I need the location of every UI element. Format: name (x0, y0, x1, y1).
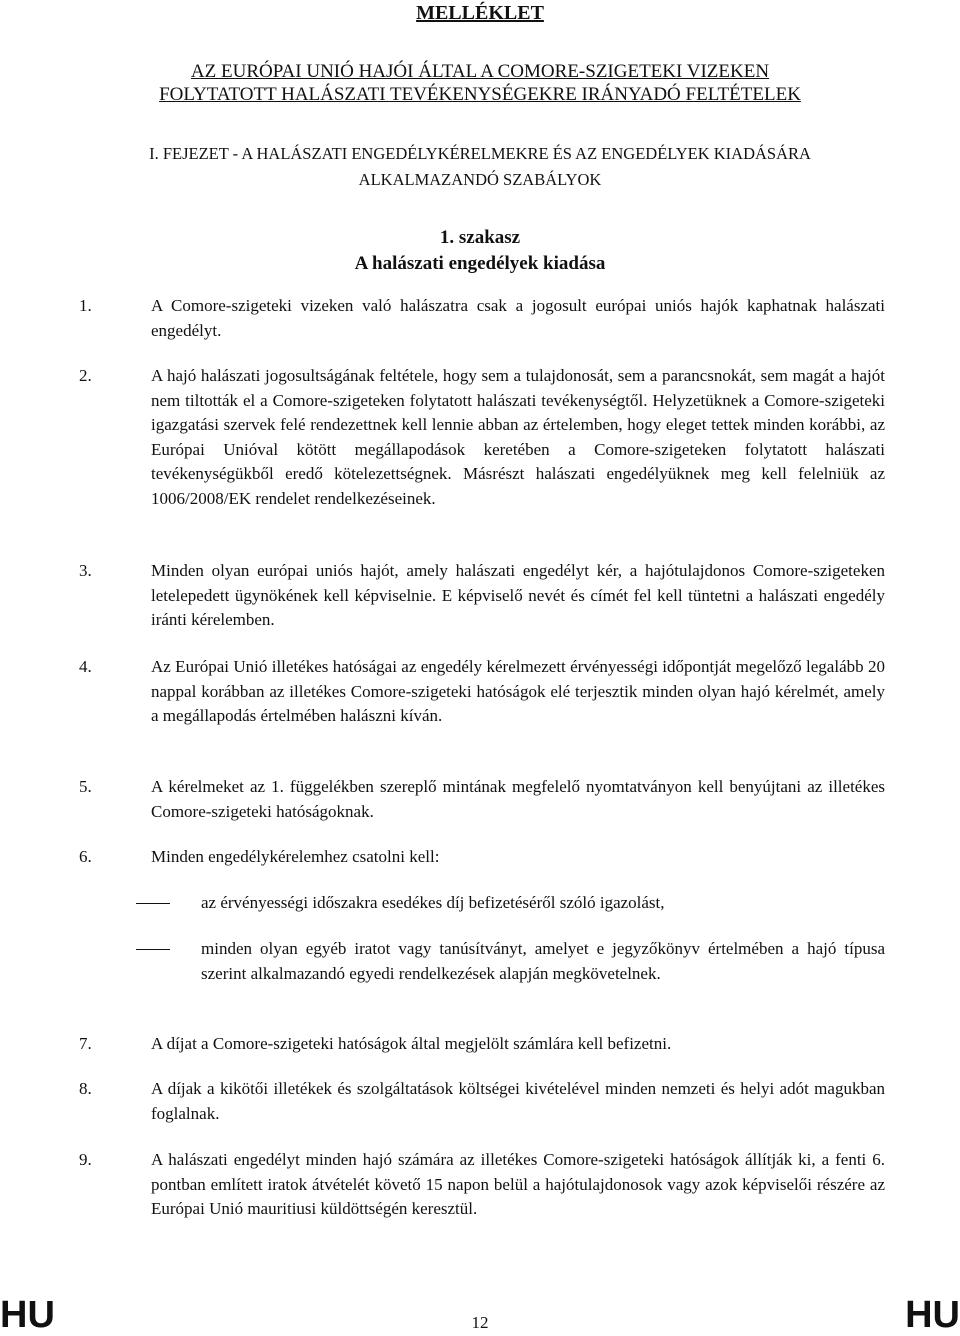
list-item (79, 845, 885, 870)
item-number: 1. (79, 296, 92, 315)
list-item (79, 1032, 885, 1057)
item-text: A Comore-szigeteki vizeken való halászatra csak a jogosult európai uniós hajók kaphatnak halászati engedélyt. (151, 296, 885, 340)
section-heading (0, 225, 960, 277)
sub-list-item (136, 891, 885, 916)
language-code-right: HU (905, 1294, 960, 1336)
item-text: A halászati engedélyt minden hajó számára az illetékes Comore-szigeteki hatóságok állítják ki, a fenti 6. pontban említett iratok átvételét követő 15 napon belül a hajótulajdonosok vagy azok képviselői részére az Európai Unió mauritiusi küldöttségén keresztül. (151, 1150, 885, 1218)
section-title: A halászati engedélyek kiadása (354, 253, 606, 274)
chapter-line-2: ALKALMAZANDÓ SZABÁLYOK (358, 170, 602, 189)
section-number: 1. szakasz (439, 227, 521, 248)
list-item (79, 294, 885, 343)
item-text: A kérelmeket az 1. függelékben szereplő mintának megfelelő nyomtatványon kell benyújtani az illetékes Comore-szigeteki hatóságoknak. (151, 777, 885, 821)
annex-heading: MELLÉKLET (416, 2, 544, 24)
item-text: A díjak a kikötői illetékek és szolgáltatások költségei kivételével minden nemzeti és helyi adót magukban foglalnak. (151, 1079, 885, 1123)
item-number: 3. (79, 561, 92, 580)
item-number: 9. (79, 1150, 92, 1169)
item-number: 8. (79, 1079, 92, 1098)
language-code-left: HU (0, 1294, 55, 1336)
list-item (79, 364, 885, 511)
list-item (79, 559, 885, 633)
list-item (79, 775, 885, 824)
dash-bullet (136, 949, 170, 950)
list-item (79, 1148, 885, 1222)
item-number: 7. (79, 1034, 92, 1053)
item-text: Az Európai Unió illetékes hatóságai az engedély kérelmezett érvényességi időpontját megelőző legalább 20 nappal korábban az illetékes Comore-szigeteki hatóságok elé terjesztik minden olyan hajó kérelmét, amely a megállapodás értelmében halászni kíván. (151, 657, 885, 725)
title-line-2: FOLYTATOTT HALÁSZATI TEVÉKENYSÉGEKRE IRÁNYADÓ FELTÉTELEK (159, 84, 801, 105)
sub-item-text: az érvényességi időszakra esedékes díj befizetéséről szóló igazolást, (201, 893, 665, 912)
item-text: A díjat a Comore-szigeteki hatóságok által megjelölt számlára kell befizetni. (151, 1034, 672, 1053)
dash-bullet (136, 903, 170, 904)
chapter-line-1: I. FEJEZET - A HALÁSZATI ENGEDÉLYKÉRELMEKRE ÉS AZ ENGEDÉLYEK KIADÁSÁRA (149, 144, 811, 163)
list-item (79, 1077, 885, 1126)
item-number: 2. (79, 366, 92, 385)
list-item (79, 655, 885, 729)
chapter-heading (0, 141, 960, 193)
item-number: 6. (79, 847, 92, 866)
sub-item-text: minden olyan egyéb iratot vagy tanúsítványt, amelyet e jegyzőkönyv értelmében a hajó típusa szerint alkalmazandó egyedi rendelkezések alapján megkövetelnek. (201, 939, 885, 983)
item-number: 5. (79, 777, 92, 796)
item-text: Minden engedélykérelemhez csatolni kell: (151, 847, 440, 866)
sub-list-item (136, 937, 885, 986)
document-title (0, 60, 960, 106)
item-text: A hajó halászati jogosultságának feltétele, hogy sem a tulajdonosát, sem a parancsnokát, sem magát a hajót nem tiltották el a Comore-szigeteken folytatott halászati tevékenységtől. Helyzetüknek a Comore-szigeteki igazgatási szervek felé rendezettnek kell lennie abban az értelemben, hogy eleget tettek minden korábbi, az Európai Unióval kötött megállapodások keretében a Comore-szigeteken folytatott halászati tevékenységükből eredő kötelezettségnek. Másrészt halászati engedélyüknek meg kell felelniük az 1006/2008/EK rendelet rendelkezéseinek. (151, 366, 885, 508)
page-number: 12 (471, 1313, 489, 1332)
item-number: 4. (79, 657, 92, 676)
item-text: Minden olyan európai uniós hajót, amely halászati engedélyt kér, a hajótulajdonos Comore-szigeteken letelepedett ügynökének kell képviselnie. E képviselő nevét és címét fel kell tüntetni a halászati engedély iránti kérelemben. (151, 561, 885, 629)
title-line-1: AZ EURÓPAI UNIÓ HAJÓI ÁLTAL A COMORE-SZIGETEKI VIZEKEN (190, 61, 770, 82)
